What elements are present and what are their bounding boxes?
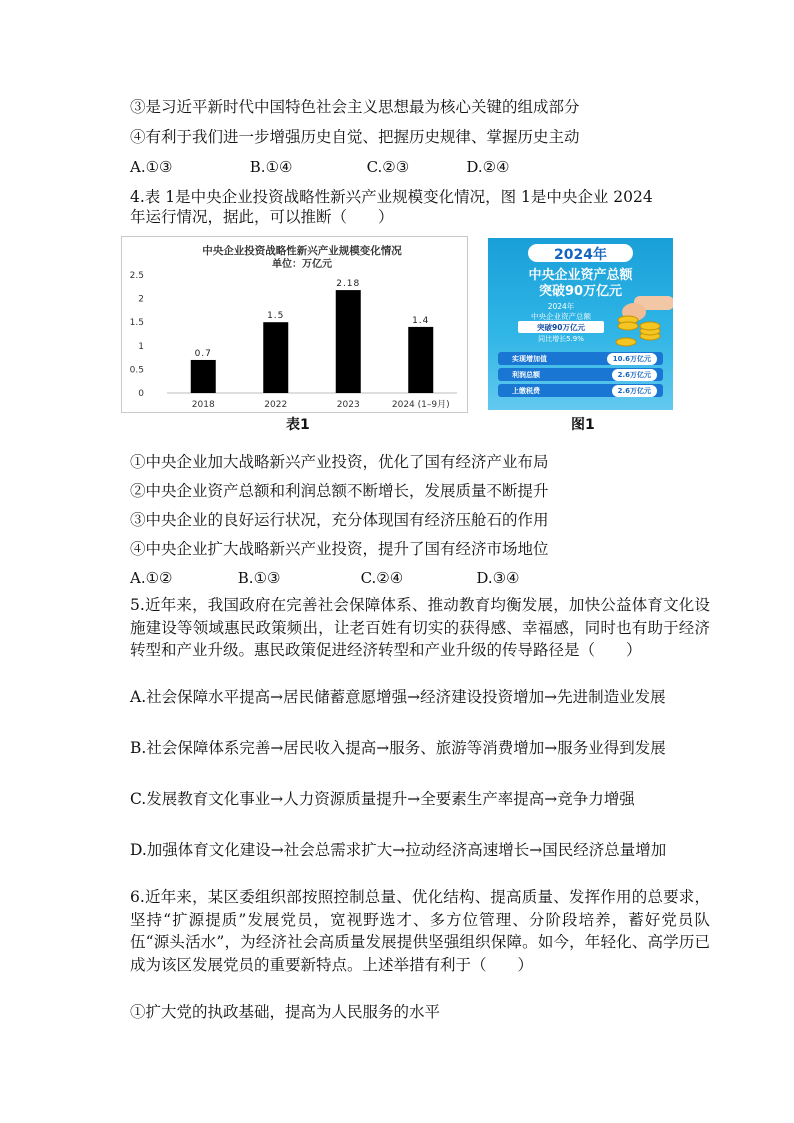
poster-row-label: 利润总额 xyxy=(512,371,540,379)
prev-item-4: ④有利于我们进一步增强历史自觉、把握历史规律、掌握历史主动 xyxy=(130,128,580,146)
poster-row-value-added xyxy=(498,352,663,365)
bar-chart-svg xyxy=(122,237,467,412)
bar xyxy=(336,290,361,393)
q5-option-a: A.社会保障水平提高→居民储蓄意愿增强→经济建设投资增加→先进制造业发展 xyxy=(130,688,666,706)
prev-option-d: D.②④ xyxy=(466,158,510,176)
poster-row-value: 2.6万亿元 xyxy=(612,385,657,397)
q4-options xyxy=(130,566,520,590)
q4-option-a: A.①② xyxy=(130,569,173,587)
y-tick-label: 2.5 xyxy=(129,271,144,281)
q5-option-b: B.社会保障体系完善→居民收入提高→服务、旅游等消费增加→服务业得到发展 xyxy=(130,739,666,757)
chart-subtitle: 单位：万亿元 xyxy=(272,259,332,270)
bar xyxy=(263,322,288,393)
prev-option-b: B.①④ xyxy=(249,158,293,176)
y-tick-label: 0 xyxy=(138,389,144,399)
q5-option-d: D.加强体育文化建设→社会总需求扩大→拉动经济高速增长→国民经济总量增加 xyxy=(130,841,667,859)
bar-value-label: 2.18 xyxy=(336,279,361,290)
poster-headline-2: 突破90万亿元 xyxy=(538,284,623,299)
q4-item-4: ④中央企业扩大战略新兴产业投资，提升了国有经济市场地位 xyxy=(130,540,549,558)
prev-item-3: ③是习近平新时代中国特色社会主义思想最为核心关键的组成部分 xyxy=(130,98,580,116)
q4-stem-line2: 年运行情况，据此，可以推断（ ） xyxy=(130,208,394,226)
y-tick-label: 1.5 xyxy=(129,318,144,329)
bar-value-label: 1.4 xyxy=(412,315,430,326)
poster-row-value: 10.6万亿元 xyxy=(607,353,657,365)
q4-item-2: ②中央企业资产总额和利润总额不断增长，发展质量不断提升 xyxy=(130,482,549,500)
x-category-label: 2022 xyxy=(264,400,288,410)
x-category-label: 2023 xyxy=(336,400,360,410)
poster-card-line3: 同比增长5.9% xyxy=(538,335,584,343)
poster-row-label: 上缴税费 xyxy=(512,387,540,395)
x-category-label: 2024 (1–9月) xyxy=(391,400,450,410)
y-tick-label: 1 xyxy=(138,341,144,352)
poster-row-value: 2.6万亿元 xyxy=(612,369,657,381)
q5-stem: 5.近年来，我国政府在完善社会保障体系、推动教育均衡发展，加快公益体育文化设施建设等领域惠民政策频出，让老百姓有切实的获得感、幸福感，同时也有助于经济转型和产业升级。惠民政策促进经济转型和产业升级的传导路径是（ ） xyxy=(130,596,710,659)
prev-options xyxy=(130,155,510,179)
q4-option-d: D.③④ xyxy=(476,569,520,587)
q4-option-b: B.①③ xyxy=(237,569,281,587)
q6-item-1: ①扩大党的执政基础，提高为人民服务的水平 xyxy=(130,1003,441,1021)
strategic-industry-chart xyxy=(121,236,468,413)
bar xyxy=(191,360,216,393)
poster-row-label: 实现增加值 xyxy=(512,355,547,363)
x-category-label: 2018 xyxy=(191,400,215,410)
table-caption: 表1 xyxy=(286,417,310,433)
prev-option-a: A.①③ xyxy=(130,158,173,176)
poster-headline-1: 中央企业资产总额 xyxy=(528,268,633,283)
poster-row-profit xyxy=(498,368,663,381)
prev-option-c: C.②③ xyxy=(366,158,410,176)
q5-option-c: C.发展教育文化事业→人力资源质量提升→全要素生产率提高→竞争力增强 xyxy=(130,790,635,808)
y-tick-label: 0.5 xyxy=(129,365,144,376)
q4-item-3: ③中央企业的良好运行状况，充分体现国有经济压舱石的作用 xyxy=(130,511,549,529)
poster-year: 2024年 xyxy=(554,247,607,263)
bar-value-label: 0.7 xyxy=(194,348,212,359)
q4-option-c: C.②④ xyxy=(360,569,404,587)
poster-card-line2: 突破90万亿元 xyxy=(537,323,585,332)
poster-card-line1: 中央企业资产总额 xyxy=(531,312,591,321)
bar xyxy=(408,327,433,393)
poster-card-year: 2024年 xyxy=(547,302,575,311)
q4-item-1: ①中央企业加大战略新兴产业投资，优化了国有经济产业布局 xyxy=(130,453,549,471)
q4-stem-line1: 4.表 1是中央企业投资战略性新兴产业规模变化情况，图 1是中央企业 2024 xyxy=(130,188,653,206)
y-tick-label: 2 xyxy=(138,294,144,305)
chart-title: 中央企业投资战略性新兴产业规模变化情况 xyxy=(202,245,402,257)
bar-value-label: 1.5 xyxy=(267,311,285,322)
figure-caption: 图1 xyxy=(571,417,595,433)
soe-2024-poster xyxy=(488,238,673,410)
q6-stem: 6.近年来，某区委组织部按照控制总量、优化结构、提高质量、发挥作用的总要求，坚持“扩源提质”发展党员，宽视野选才、多方位管理、分阶段培养，蓄好党员队伍“源头活水”，为经济社会高质量发展提供坚强组织保障。如今，年轻化、高学历已成为该区发展党员的重要新特点。上述举措有利于（ ） xyxy=(130,888,710,974)
poster-row-taxes xyxy=(498,384,663,397)
